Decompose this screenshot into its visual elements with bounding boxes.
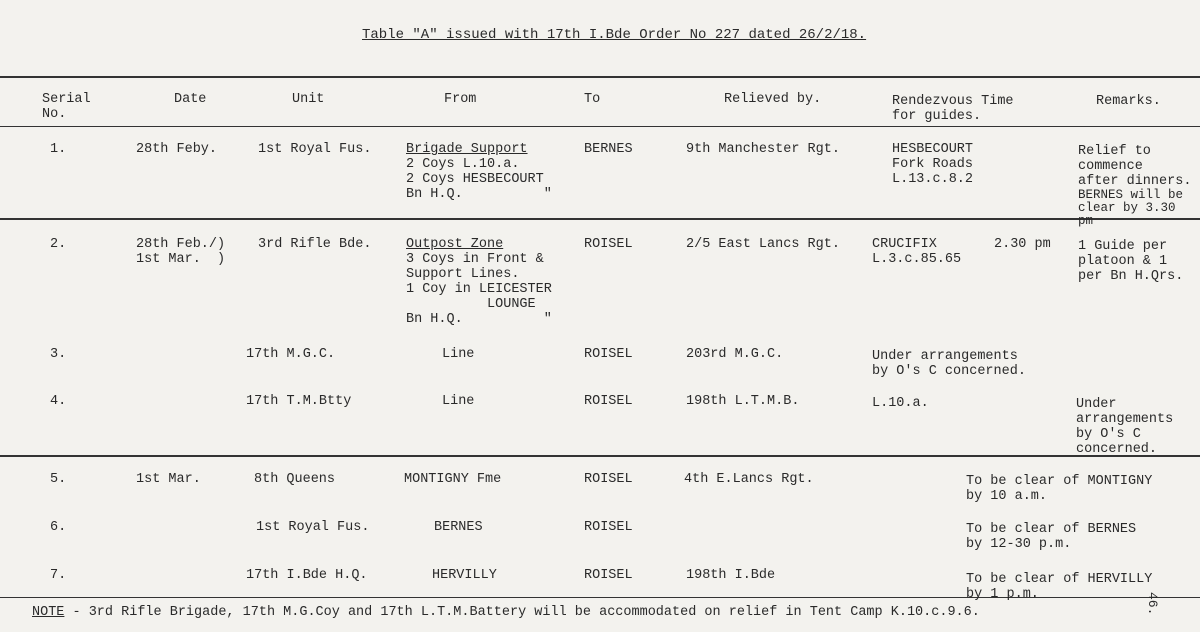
row-4-to: ROISEL — [584, 394, 633, 409]
row-2-from-detail: 3 Coys in Front & Support Lines. 1 Coy in LEICESTER LOUNGE Bn H.Q. " — [406, 252, 552, 327]
row-3-unit: 17th M.G.C. — [246, 347, 336, 362]
row-1-to: BERNES — [584, 142, 633, 157]
row-rule-1 — [0, 218, 1200, 220]
row-6-serial: 6. — [50, 520, 67, 535]
row-2-serial: 2. — [50, 237, 67, 252]
row-4-from: Line — [442, 394, 475, 409]
row-5-date: 1st Mar. — [136, 472, 201, 487]
row-3-rendezvous: Under arrangements by O's C concerned. — [872, 349, 1026, 379]
document-title: Table "A" issued with 17th I.Bde Order No 227 dated 26/2/18. — [362, 27, 867, 43]
header-remarks: Remarks. — [1096, 94, 1161, 109]
footnote-label: NOTE — [32, 605, 65, 620]
row-2-to: ROISEL — [584, 237, 633, 252]
row-2-relieved-by: 2/5 East Lancs Rgt. — [686, 237, 840, 252]
row-4-remarks: Under arrangements by O's C concerned. — [1076, 397, 1174, 457]
row-7-relieved-by: 198th I.Bde — [686, 568, 776, 583]
row-6-from: BERNES — [434, 520, 483, 535]
row-1-remarks: Relief to commence after dinners. — [1078, 144, 1192, 189]
row-3-serial: 3. — [50, 347, 67, 362]
header-from: From — [444, 92, 477, 107]
row-1-unit: 1st Royal Fus. — [258, 142, 372, 157]
row-4-unit: 17th T.M.Btty — [246, 394, 352, 409]
row-4-relieved-by: 198th L.T.M.B. — [686, 394, 800, 409]
row-2-remarks: 1 Guide per platoon & 1 per Bn H.Qrs. — [1078, 239, 1184, 284]
row-1-relieved-by: 9th Manchester Rgt. — [686, 142, 840, 157]
row-2-from-heading: Outpost Zone — [406, 237, 504, 252]
row-7-from: HERVILLY — [432, 568, 497, 583]
header-to: To — [584, 92, 601, 107]
row-4-rendezvous: L.10.a. — [872, 396, 929, 411]
row-1-remarks-note: BERNES will be clear by 3.30 pm — [1078, 188, 1184, 228]
row-3-to: ROISEL — [584, 347, 633, 362]
row-1-from-detail: 2 Coys L.10.a. 2 Coys HESBECOURT Bn H.Q. " — [406, 157, 552, 202]
row-rule-4 — [0, 455, 1200, 457]
header-date: Date — [174, 92, 207, 107]
header-rule — [0, 126, 1200, 127]
row-5-to: ROISEL — [584, 472, 633, 487]
row-1-from-heading: Brigade Support — [406, 142, 528, 157]
row-5-serial: 5. — [50, 472, 67, 487]
row-6-to: ROISEL — [584, 520, 633, 535]
row-7-serial: 7. — [50, 568, 67, 583]
row-2-time: 2.30 pm — [994, 237, 1051, 252]
row-3-from: Line — [442, 347, 475, 362]
header-relieved-by: Relieved by. — [724, 92, 822, 107]
row-6-unit: 1st Royal Fus. — [256, 520, 370, 535]
row-5-relieved-by: 4th E.Lancs Rgt. — [684, 472, 814, 487]
top-rule — [0, 76, 1200, 78]
row-2-unit: 3rd Rifle Bde. — [258, 237, 372, 252]
row-5-remarks: To be clear of MONTIGNY by 10 a.m. — [966, 474, 1153, 504]
row-5-from: MONTIGNY Fme — [404, 472, 502, 487]
row-1-rendezvous: HESBECOURT Fork Roads L.13.c.8.2 — [892, 142, 974, 187]
header-rendezvous: Rendezvous Time for guides. — [892, 94, 1014, 124]
page-number: 46. — [1145, 592, 1160, 616]
row-6-remarks: To be clear of BERNES by 12-30 p.m. — [966, 522, 1137, 552]
header-serial: Serial No. — [42, 92, 91, 122]
row-1-date: 28th Feby. — [136, 142, 218, 157]
row-4-serial: 4. — [50, 394, 67, 409]
row-2-rendezvous: CRUCIFIX L.3.c.85.65 — [872, 237, 962, 267]
row-1-serial: 1. — [50, 142, 67, 157]
row-7-remarks: To be clear of HERVILLY by 1 p.m. — [966, 572, 1153, 602]
row-3-relieved-by: 203rd M.G.C. — [686, 347, 784, 362]
footnote-text: - 3rd Rifle Brigade, 17th M.G.Coy and 17th L.T.M.Battery will be accommodated on relief in Tent Camp K.10.c.9.6. — [64, 605, 980, 620]
footnote — [32, 605, 980, 620]
row-2-date: 28th Feb./) 1st Mar. ) — [136, 237, 226, 267]
row-7-to: ROISEL — [584, 568, 633, 583]
row-7-unit: 17th I.Bde H.Q. — [246, 568, 368, 583]
row-5-unit: 8th Queens — [254, 472, 336, 487]
header-unit: Unit — [292, 92, 325, 107]
